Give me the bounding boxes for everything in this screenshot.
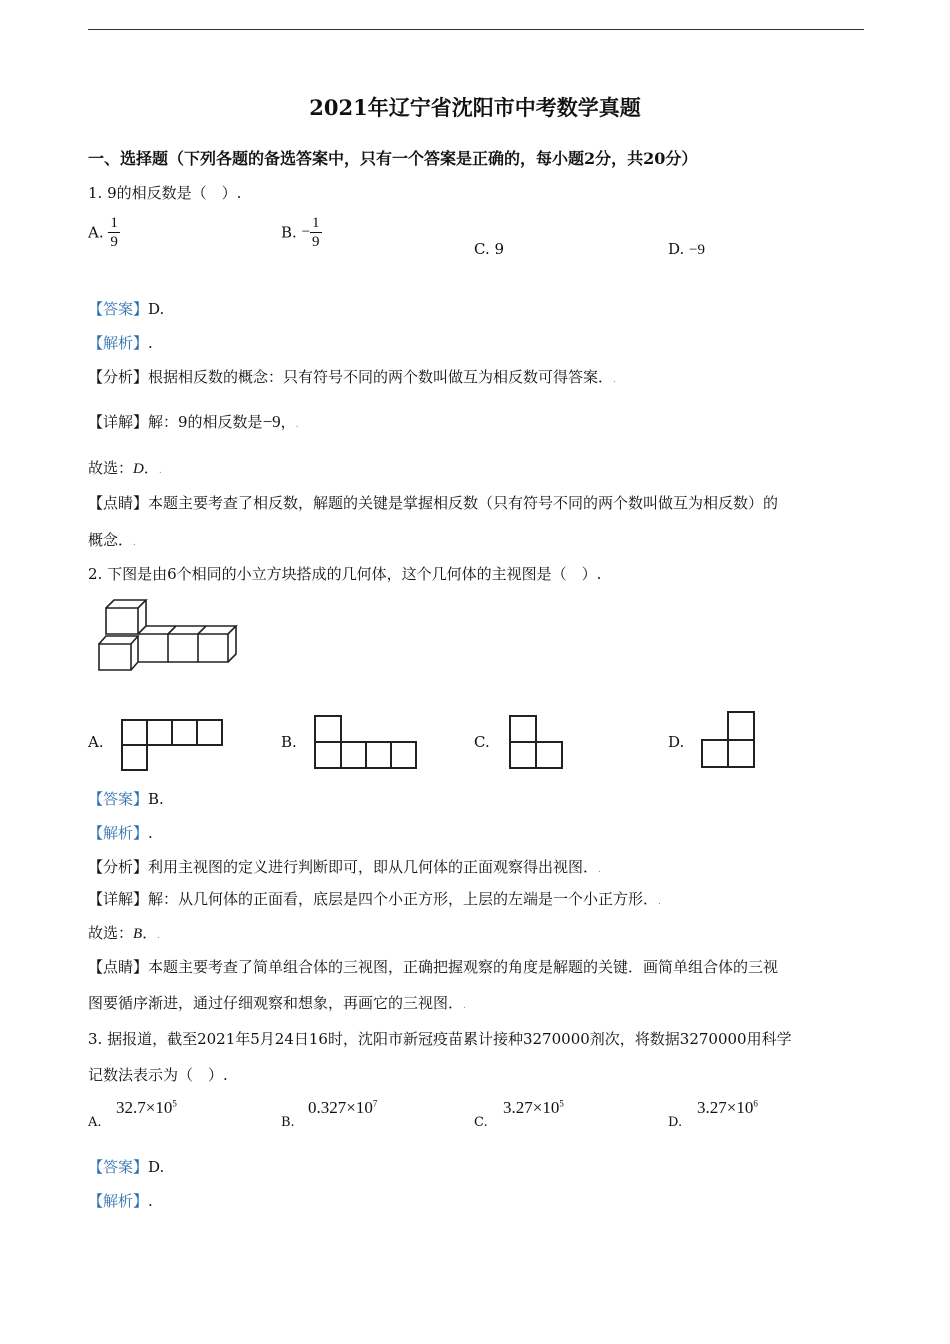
q1-option-a	[88, 214, 120, 251]
q2-answer	[88, 788, 164, 809]
q1-option-b	[281, 214, 322, 251]
q3-option-d-expr	[697, 1098, 758, 1118]
q2-xiangjie: 【详解】解：从几何体的正面看，底层是四个小正方形，上层的左端是一个小正方形．.	[88, 890, 661, 908]
q1-fenxi-text: 根据相反数的概念：只有符号不同的两个数叫做互为相反数可得答案．	[148, 368, 614, 386]
q3-option-c-expr	[503, 1098, 564, 1118]
q2-fenxi-tag: 【分析】	[88, 858, 149, 876]
q2-xiangjie-text: 解：从几何体的正面看，底层是四个小正方形，上层的左端是一个小正方形．	[148, 890, 659, 908]
q3-answer	[88, 1156, 164, 1177]
q3-option-b-label: B.	[281, 1115, 295, 1130]
q2-option-b-label: B.	[281, 733, 297, 751]
q3-option-b	[281, 1112, 295, 1130]
q3-option-d-base: 3.27×10	[697, 1098, 754, 1117]
q1-option-d-value: −9	[689, 242, 706, 258]
q1-stem: 1. 9的相反数是（ ）.	[88, 184, 242, 202]
q1-xiangjie-text: 解：9的相反数是	[148, 413, 263, 431]
q2-answer-value: B.	[148, 790, 164, 808]
q1-dianjing-line1	[88, 492, 778, 513]
q1-guxuan-value: D	[133, 461, 144, 477]
q2-guxuan-value: B	[133, 926, 143, 942]
q2-option-b-figure	[313, 714, 419, 770]
q1-option-b-sign: −	[301, 224, 311, 240]
q3-option-a-label: A.	[88, 1115, 102, 1130]
q2-option-a-figure	[120, 718, 224, 774]
q2-dianjing-text1: 本题主要考查了简单组合体的三视图，正确把握观察的角度是解题的关键．画简单组合体的三视	[148, 958, 779, 976]
q1-option-b-fraction	[310, 214, 322, 251]
q1-option-b-denominator: 9	[312, 234, 320, 250]
q2-jiexi-text: .	[148, 824, 153, 842]
q2-option-d-label: D.	[668, 733, 685, 751]
q1-jiexi-text: .	[148, 334, 153, 352]
q1-xiangjie: 【详解】解：9的相反数是−9，.	[88, 412, 299, 431]
q1-answer-value: D.	[148, 300, 165, 318]
q1-option-d	[668, 240, 705, 259]
q2-guxuan-label: 故选：	[88, 924, 134, 942]
q1-option-a-denominator: 9	[110, 234, 118, 250]
q2-jiexi-tag: 【解析】	[88, 824, 149, 842]
q2-option-d-figure	[698, 710, 758, 770]
q3-answer-tag: 【答案】	[88, 1158, 149, 1176]
q1-answer-tag: 【答案】	[88, 300, 149, 318]
q1-option-a-numerator: 1	[110, 215, 118, 231]
q2-jiexi	[88, 822, 153, 843]
q2-answer-tag: 【答案】	[88, 790, 149, 808]
q3-option-c-label: C.	[474, 1115, 488, 1130]
q3-jiexi-tag: 【解析】	[88, 1192, 149, 1210]
q3-stem-line2: 记数法表示为（ ）.	[88, 1066, 228, 1084]
q1-option-b-numerator: 1	[312, 215, 320, 231]
header-rule	[88, 29, 864, 30]
q1-dianjing-text1: 本题主要考查了相反数，解题的关键是掌握相反数（只有符号不同的两个数叫做互为相反数）的	[148, 494, 779, 512]
q1-option-a-fraction	[108, 214, 120, 251]
q3-option-c-exp: 5	[559, 1098, 564, 1109]
q2-dianjing-text2: 图要循序渐进，通过仔细观察和想象，再画它的三视图．	[88, 994, 464, 1012]
q3-option-a	[88, 1112, 102, 1130]
q3-option-d-exp: 6	[753, 1098, 758, 1109]
q2-xiangjie-tag: 【详解】	[88, 890, 149, 908]
q1-dianjing-text2: 概念．	[88, 531, 134, 549]
q1-guxuan-label: 故选：	[88, 459, 134, 477]
q1-option-b-label: B.	[281, 223, 297, 242]
q3-option-c	[474, 1112, 488, 1130]
q1-answer	[88, 298, 164, 319]
q3-option-d	[668, 1112, 682, 1130]
q3-answer-value: D.	[148, 1158, 165, 1176]
page-title: 2021年辽宁省沈阳市中考数学真题	[309, 95, 641, 120]
q3-jiexi-text: .	[148, 1192, 153, 1210]
q1-fenxi-tag: 【分析】	[88, 368, 149, 386]
q1-dianjing-line2: 概念．.	[88, 531, 136, 549]
q2-stem: 2. 下图是由6个相同的小立方块搭成的几何体，这个几何体的主视图是（ ）.	[88, 565, 602, 583]
q2-option-c-figure	[508, 714, 566, 770]
q1-option-d-label: D.	[668, 240, 685, 258]
q1-jiexi	[88, 332, 153, 353]
q1-guxuan: 故选：D．.	[88, 459, 162, 477]
q3-option-a-exp: 5	[172, 1098, 177, 1109]
q1-xiangjie-value: −9	[262, 412, 281, 431]
q2-fenxi: 【分析】利用主视图的定义进行判断即可，即从几何体的正面观察得出视图．.	[88, 858, 601, 876]
q2-dianjing-line2: 图要循序渐进，通过仔细观察和想象，再画它的三视图．.	[88, 994, 466, 1012]
q2-dianjing-line1	[88, 956, 778, 977]
q3-stem-line1: 3. 据报道，截至2021年5月24日16时，沈阳市新冠疫苗累计接种3270000剂次，将数据3270000用科学	[88, 1030, 792, 1048]
q1-jiexi-tag: 【解析】	[88, 334, 149, 352]
q2-guxuan: 故选：B．.	[88, 924, 161, 942]
q3-option-a-base: 32.7×10	[116, 1098, 173, 1117]
q3-option-a-expr	[116, 1098, 177, 1118]
q1-option-a-label: A.	[88, 223, 104, 242]
q2-dianjing-tag: 【点睛】	[88, 958, 149, 976]
q3-option-c-base: 3.27×10	[503, 1098, 560, 1117]
q2-fenxi-text: 利用主视图的定义进行判断即可，即从几何体的正面观察得出视图．	[148, 858, 599, 876]
q2-option-a-label: A.	[88, 733, 104, 751]
q1-option-c: C. 9	[474, 240, 505, 258]
q3-jiexi	[88, 1190, 153, 1211]
q3-option-b-exp: 7	[372, 1098, 378, 1109]
q1-xiangjie-tag: 【详解】	[88, 413, 149, 431]
q2-solid-figure	[96, 598, 246, 676]
q3-option-b-base: 0.327×10	[308, 1098, 373, 1117]
q2-option-c-label: C.	[474, 733, 490, 751]
section-heading: 一、选择题（下列各题的备选答案中，只有一个答案是正确的，每小题2分，共20分）	[88, 149, 698, 168]
q1-dianjing-tag: 【点睛】	[88, 494, 149, 512]
q1-fenxi: 【分析】根据相反数的概念：只有符号不同的两个数叫做互为相反数可得答案．.	[88, 368, 616, 386]
q3-option-b-expr	[308, 1098, 377, 1118]
q3-option-d-label: D.	[668, 1115, 683, 1130]
